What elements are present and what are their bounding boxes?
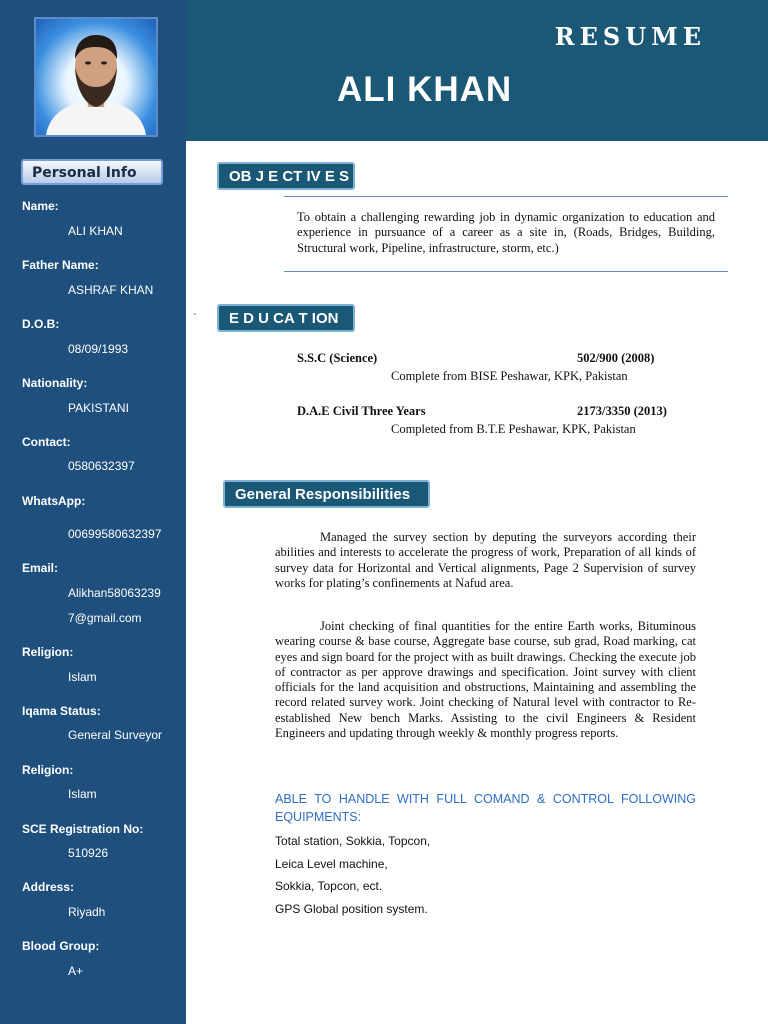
sidebar (0, 0, 186, 1024)
equipment-heading: ABLE TO HANDLE WITH FULL COMAND & CONTROL FOLLOWING EQUIPMENTS: (275, 792, 696, 824)
edu-dae-detail: Completed from B.T.E Peshawar, KPK, Pakistan (391, 422, 636, 436)
field-value-email: Alikhan58063239 (68, 586, 161, 600)
objectives-text: To obtain a challenging rewarding job in dynamic organization to education and experience in pursuance of a career as a site in, (Roads, Bridges, Building, Structural work, Pipeline, infrastructure, storm, etc.) (297, 210, 715, 255)
field-value-father-name: ASHRAF KHAN (68, 283, 154, 297)
field-value-name: ALI KHAN (68, 224, 123, 238)
edu-dae-title: D.A.E Civil Three Years (297, 404, 426, 418)
field-label-father-name: Father Name: (22, 258, 99, 272)
field-value-sce-registration: 510926 (68, 846, 109, 860)
edu-ssc-score: 502/900 (2008) (577, 351, 655, 365)
field-label-whatsapp: WhatsApp: (22, 494, 86, 508)
field-label-address: Address: (22, 880, 75, 894)
field-label-blood-group: Blood Group: (22, 939, 100, 953)
field-label-name: Name: (22, 199, 59, 213)
edu-ssc-detail: Complete from BISE Peshawar, KPK, Pakistan (391, 369, 628, 383)
responsibilities-para-2: Joint checking of final quantities for the entire Earth works, Bituminous wearing course & base course, Aggregate base course, sub grad, Road marking, cat eyes and sign board for the project with as built drawings. Checking the execute job of contractor as per approve drawings and specification. Joint survey with client officials for the land acquisition and obstructions, Maintaining and assembling the record related survey work. Joint checking of Natural level with contractor to Re-established New bench Marks. Assisting to the civil Engineers & Resident Engineers and updating through weekly & monthly progress reports. (275, 619, 696, 741)
person-portrait-icon (36, 19, 156, 135)
personal-info-heading: Personal Info (21, 159, 163, 185)
equipment-item: GPS Global position system. (275, 902, 428, 916)
field-value-email-cont: 7@gmail.com (68, 611, 142, 625)
field-label-dob: D.O.B: (22, 317, 60, 331)
resume-label: RESUME (554, 22, 706, 51)
responsibilities-para-1: Managed the survey section by deputing the surveyors according their abilities and interests to accelerate the progress of work, Preparation of all kinds of survey data for Horizontal and Vertical alignments, Page 2 Supervision of survey works for plating’s confinements at Nafud area. (275, 530, 696, 590)
field-value-religion-2: Islam (68, 787, 97, 801)
field-value-address: Riyadh (68, 905, 106, 919)
stray-mark: ` (193, 312, 197, 324)
field-label-contact: Contact: (22, 435, 71, 449)
field-label-religion-2: Religion: (22, 763, 74, 777)
edu-ssc-title: S.S.C (Science) (297, 351, 378, 365)
field-label-email: Email: (22, 561, 59, 575)
field-label-sce-registration: SCE Registration No: (22, 822, 144, 836)
field-label-religion: Religion: (22, 645, 74, 659)
objectives-heading: OB J E CT IV E S (217, 162, 355, 190)
field-value-religion: Islam (68, 670, 97, 684)
field-value-whatsapp: 00699580632397 (68, 527, 162, 541)
field-label-iqama-status: Iqama Status: (22, 704, 101, 718)
field-value-blood-group: A+ (68, 964, 84, 978)
objectives-top-divider (284, 196, 728, 197)
responsibilities-heading: General Responsibilities (223, 480, 430, 508)
education-heading: E D U CA T ION (217, 304, 355, 332)
profile-photo (34, 17, 158, 137)
field-value-iqama-status: General Surveyor (68, 728, 163, 742)
field-value-contact: 0580632397 (68, 459, 135, 473)
candidate-name: ALI KHAN (337, 70, 513, 109)
equipment-item: Sokkia, Topcon, ect. (275, 879, 383, 893)
field-label-nationality: Nationality: (22, 376, 88, 390)
equipment-item: Total station, Sokkia, Topcon, (275, 834, 431, 848)
field-value-nationality: PAKISTANI (68, 401, 129, 415)
edu-dae-score: 2173/3350 (2013) (577, 404, 667, 418)
equipment-item: Leica Level machine, (275, 857, 388, 871)
field-value-dob: 08/09/1993 (68, 342, 129, 356)
objectives-bottom-divider (284, 271, 728, 272)
